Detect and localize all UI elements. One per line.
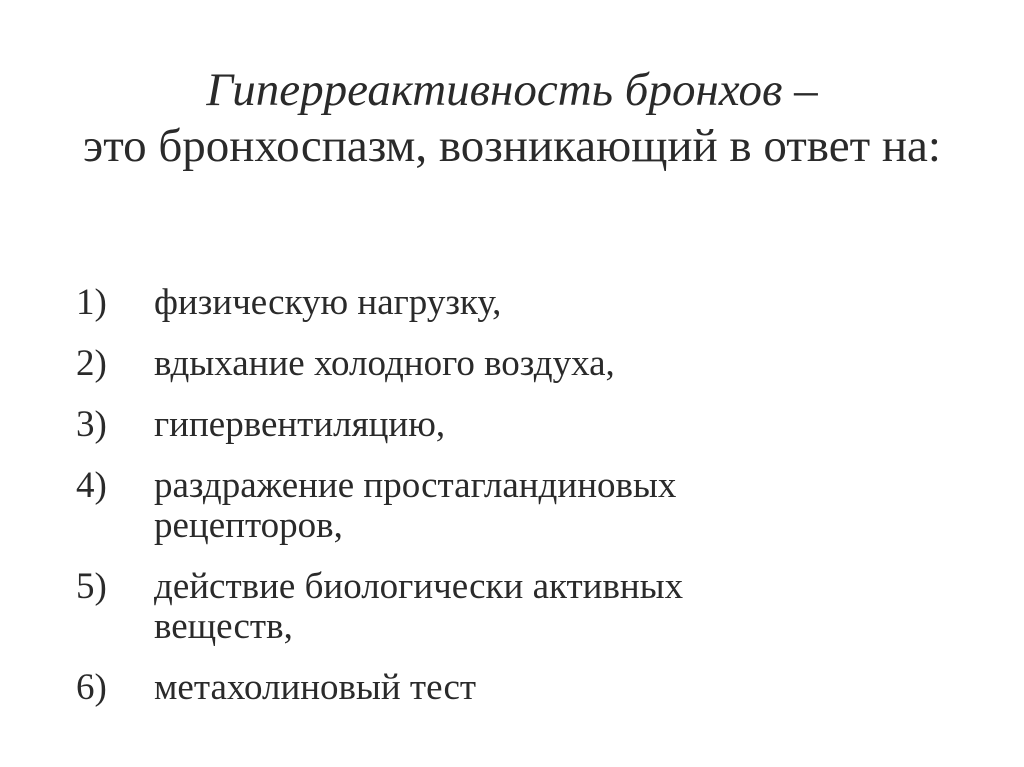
cause-list xyxy=(76,283,976,729)
title-definition: это бронхоспазм, возникающий в ответ на: xyxy=(83,120,941,172)
list-item-number: 6) xyxy=(76,667,107,708)
list-item-text: физическую нагрузку, xyxy=(154,282,502,323)
list-item xyxy=(76,466,976,546)
list-item-text: гипервентиляцию, xyxy=(154,404,446,445)
list-item xyxy=(76,283,976,323)
list-item-text: раздражение простагландиновых рецепторов, xyxy=(154,465,677,546)
list-item xyxy=(76,567,976,647)
list-item-number: 5) xyxy=(76,566,107,607)
title-term: Гиперреактивность бронхов – xyxy=(206,64,818,116)
slide-title xyxy=(60,62,964,174)
list-item xyxy=(76,405,976,445)
list-item-text: действие биологически активных веществ, xyxy=(154,566,684,647)
list-item-number: 2) xyxy=(76,343,107,384)
list-item xyxy=(76,344,976,384)
list-item-text: вдыхание холодного воздуха, xyxy=(154,343,615,384)
list-item-number: 4) xyxy=(76,465,107,506)
list-item xyxy=(76,668,976,708)
list-item-number: 3) xyxy=(76,404,107,445)
list-item-number: 1) xyxy=(76,282,107,323)
list-item-text: метахолиновый тест xyxy=(154,667,477,708)
